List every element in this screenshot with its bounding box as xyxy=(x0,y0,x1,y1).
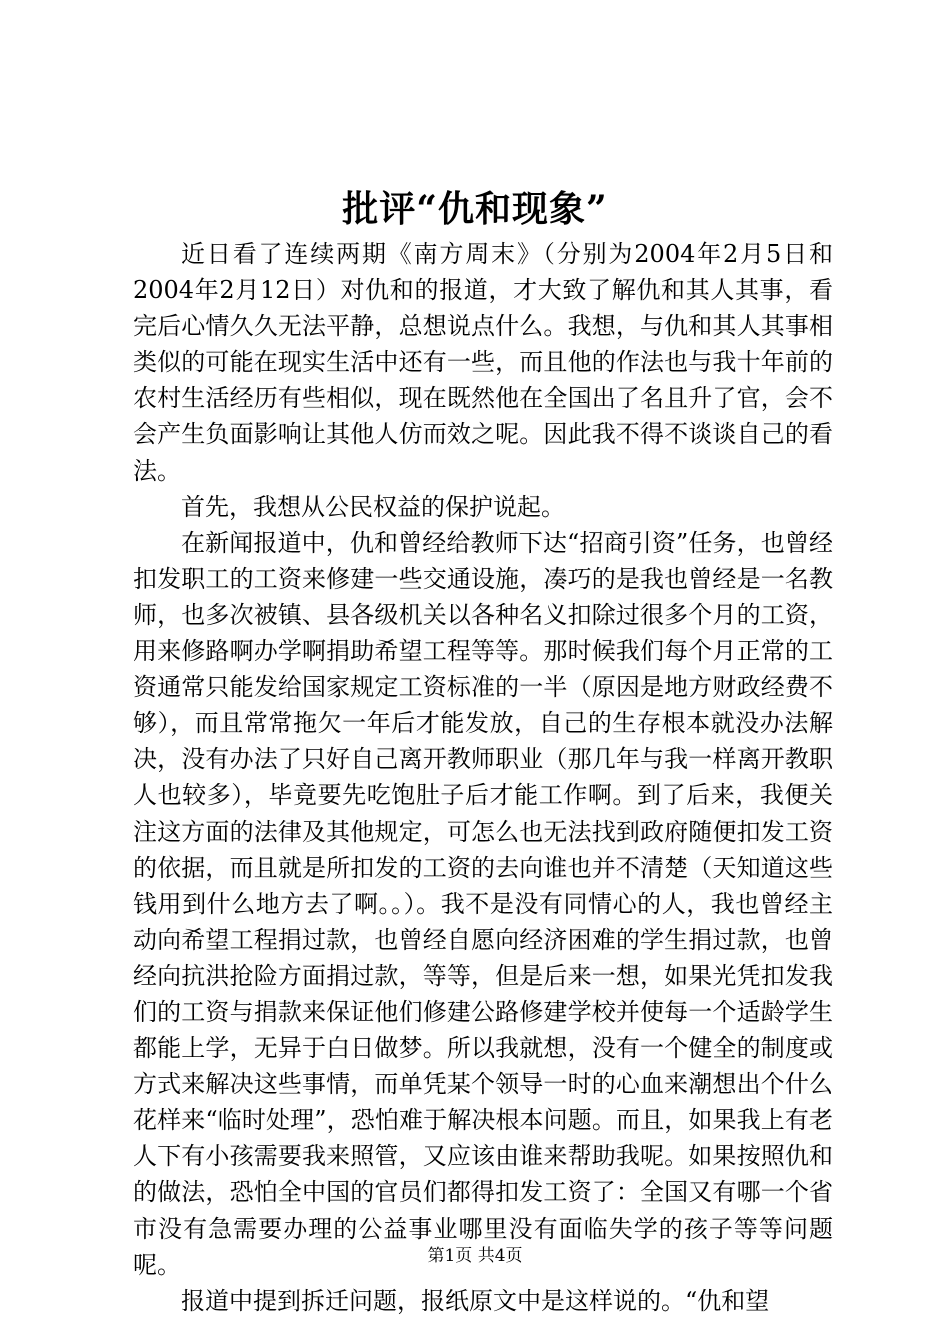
paragraph: 首先，我想从公民权益的保护说起。 xyxy=(181,492,565,521)
page-footer: 第1页 共4页 xyxy=(427,1246,523,1266)
document-body xyxy=(133,236,833,1319)
paragraph: 报道中提到拆迁问题，报纸原文中是这样说的。“仇和望 xyxy=(181,1286,770,1315)
document-title: 批评“仇和现象” xyxy=(342,188,608,230)
paragraph: 在新闻报道中，仇和曾经给教师下达“招商引资”任务，也曾经扣发职工的工资来修建一些交通设施，凑巧的是我也曾经是一名教师，也多次被镇、县各级机关以各种名义扣除过很多个月的工资，用来修路啊办学啊捐助希望工程等等。那时候我们每个月正常的工资通常只能发给国家规定工资标准的一半（原因是地方财政经费不够），而且常常拖欠一年后才能发放，自己的生存根本就没办法解决，没有办法了只好自己离开教师职业（那几年与我一样离开教职人也较多），毕竟要先吃饱肚子后才能工作啊。到了后来，我便关注这方面的法律及其他规定，可怎么也无法找到政府随便扣发工资的依据，而且就是所扣发的工资的去向谁也并不清楚（天知道这些钱用到什么地方去了啊。。）。我不是没有同情心的人，我也曾经主动向希望工程捐过款，也曾经自愿向经济困难的学生捐过款，也曾经向抗洪抢险方面捐过款，等等，但是后来一想，如果光凭扣发我们的工资与捐款来保证他们修建公路修建学校并使每一个适龄学生都能上学，无异于白日做梦。所以我就想，没有一个健全的制度或方式来解决这些事情，而单凭某个领导一时的心血来潮想出个什么花样来“临时处理”，恐怕难于解决根本问题。而且，如果我上有老人下有小孩需要我来照管，又应该由谁来帮助我呢。如果按照仇和的做法，恐怕全中国的官员们都得扣发工资了：全国又有哪一个省市没有急需要办理的公益事业哪里没有面临失学的孩子等等问题呢。 xyxy=(133,528,833,1279)
paragraph: 近日看了连续两期《南方周末》（分别为2004年2月5日和2004年2月12日）对仇和的报道，才大致了解仇和其人其事，看完后心情久久无法平静，总想说点什么。我想，与仇和其人其事相类似的可能在现实生活中还有一些，而且他的作法也与我十年前的农村生活经历有些相似，现在既然他在全国出了名且升了官，会不会产生负面影响让其他人仿而效之呢。因此我不得不谈谈自己的看法。 xyxy=(133,240,833,485)
